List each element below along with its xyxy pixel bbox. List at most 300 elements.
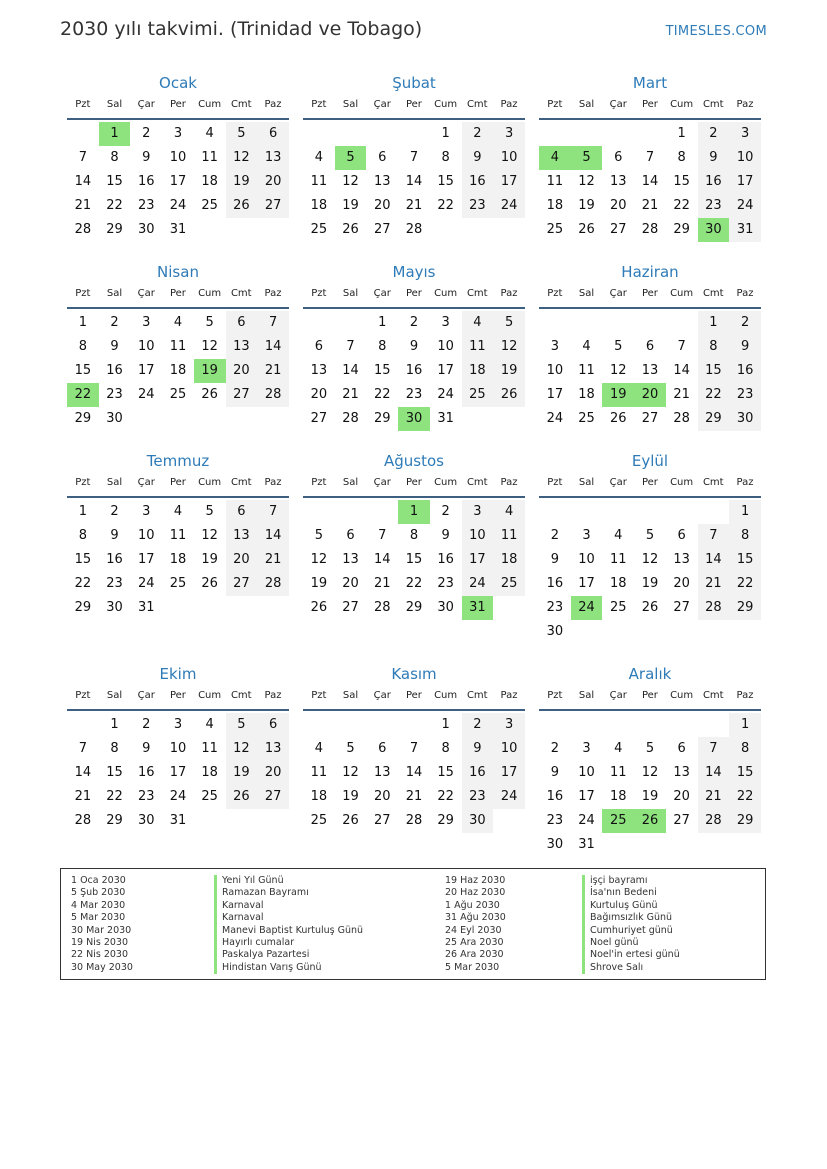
day-cell: 31: [578, 837, 595, 852]
day-cell: 27: [673, 600, 690, 615]
day-cell: 11: [469, 339, 486, 354]
month-10: [67, 663, 289, 857]
day-cell: 13: [609, 174, 627, 189]
day-cell: 2: [740, 315, 750, 330]
legend-dates-1: [71, 875, 133, 974]
weekday-label: Paz: [264, 288, 282, 299]
weekday-label: Sal: [578, 288, 595, 299]
month-name: Ağustos: [384, 452, 444, 470]
day-cell: 18: [469, 363, 486, 378]
month-name: Nisan: [157, 263, 199, 281]
day-cell: 1: [398, 500, 430, 524]
day-cell: 20: [673, 789, 690, 804]
day-cell: 6: [645, 339, 655, 354]
day-cell: 2: [142, 126, 151, 141]
legend-entry: Kurtuluş Günü: [582, 900, 680, 912]
day-cell: 6: [237, 504, 246, 519]
day-cell: 5: [346, 741, 355, 756]
weekday-label: Sal: [342, 690, 359, 701]
weekday-label: Sal: [106, 690, 123, 701]
day-cell: 10: [578, 552, 595, 567]
day-cell: 11: [546, 174, 564, 189]
day-cell: 14: [342, 363, 359, 378]
day-cell: 8: [378, 339, 387, 354]
day-cell: 11: [310, 765, 328, 780]
day-cell: 20: [373, 198, 391, 213]
weekday-label: Per: [641, 690, 658, 701]
day-cell: 16: [405, 363, 423, 378]
day-cell: 4: [504, 504, 514, 519]
day-cell: 17: [578, 789, 595, 804]
day-cell: 27: [264, 198, 282, 213]
day-cell: 7: [346, 339, 355, 354]
day-grid: [539, 713, 761, 857]
day-cell: 22: [736, 576, 754, 591]
day-cell: 23: [736, 387, 754, 402]
weekday-label: Pzt: [311, 99, 327, 110]
day-cell: 3: [173, 717, 183, 732]
day-cell: 30: [106, 411, 123, 426]
day-cell: 11: [169, 339, 187, 354]
day-cell: 5: [205, 315, 214, 330]
day-cell: 23: [546, 813, 564, 828]
day-cell: 21: [705, 789, 722, 804]
weekday-label: Cmt: [702, 288, 724, 299]
day-cell: 12: [609, 363, 627, 378]
day-cell: 21: [373, 576, 391, 591]
weekday-label: Cmt: [230, 690, 252, 701]
day-cell: 18: [169, 552, 187, 567]
day-cell: 30: [736, 411, 754, 426]
day-cell: 21: [641, 198, 659, 213]
day-cell: 6: [677, 528, 686, 543]
weekday-label: Çar: [373, 477, 391, 488]
day-cell: 27: [373, 813, 391, 828]
day-cell: 7: [78, 150, 87, 165]
day-cell: 15: [373, 363, 391, 378]
day-cell: 15: [74, 552, 92, 567]
day-cell: 10: [169, 741, 187, 756]
day-cell: 14: [74, 765, 92, 780]
day-cell: 27: [373, 222, 391, 237]
day-grid: [67, 122, 289, 266]
day-cell: 16: [106, 363, 123, 378]
day-cell: 16: [469, 765, 486, 780]
day-cell: 7: [709, 741, 718, 756]
day-cell: 10: [469, 528, 486, 543]
weekday-header: [67, 472, 289, 498]
day-cell: 21: [673, 387, 690, 402]
day-cell: 20: [233, 552, 250, 567]
day-cell: 28: [342, 411, 359, 426]
day-cell: 29: [736, 813, 754, 828]
day-cell: 20: [233, 363, 250, 378]
day-cell: 25: [169, 387, 187, 402]
day-cell: 10: [437, 339, 454, 354]
day-cell: 15: [437, 765, 454, 780]
day-cell: 26: [578, 222, 595, 237]
day-cell: 27: [609, 222, 627, 237]
day-cell: 2: [709, 126, 718, 141]
weekday-label: Sal: [106, 288, 123, 299]
day-cell: 1: [99, 122, 131, 146]
weekday-label: Paz: [500, 99, 518, 110]
month-name: Eylül: [631, 452, 669, 470]
legend-entry: Shrove Salı: [582, 962, 680, 974]
legend-entry: 26 Ara 2030: [445, 949, 504, 961]
day-cell: 24: [736, 198, 754, 213]
day-cell: 5: [314, 528, 323, 543]
weekday-label: Cmt: [466, 477, 488, 488]
holiday-legend: [60, 868, 766, 980]
day-cell: 19: [641, 789, 659, 804]
day-cell: 3: [441, 315, 450, 330]
day-cell: 12: [500, 339, 518, 354]
day-cell: 22: [106, 789, 123, 804]
legend-entry: İsa'nın Bedeni: [582, 887, 680, 899]
day-cell: 20: [264, 765, 282, 780]
day-cell: 25: [500, 576, 518, 591]
day-cell: 13: [373, 174, 391, 189]
month-name: Kasım: [391, 665, 437, 683]
day-cell: 26: [342, 813, 359, 828]
day-cell: 11: [609, 765, 627, 780]
day-cell: 4: [539, 146, 571, 170]
legend-entry: 30 May 2030: [71, 961, 133, 973]
day-cell: 20: [310, 387, 328, 402]
weekday-label: Pzt: [547, 477, 563, 488]
day-cell: 31: [437, 411, 454, 426]
page-title: 2030 yılı takvimi. (Trinidad ve Tobago): [60, 18, 423, 40]
day-cell: 25: [469, 387, 486, 402]
day-cell: 1: [740, 504, 750, 519]
legend-entry: 24 Eyl 2030: [445, 924, 502, 936]
day-cell: 17: [169, 174, 187, 189]
day-cell: 6: [677, 741, 686, 756]
day-cell: 19: [233, 765, 250, 780]
weekday-header: [303, 685, 525, 711]
day-cell: 14: [641, 174, 659, 189]
weekday-label: Paz: [264, 477, 282, 488]
day-cell: 10: [578, 765, 595, 780]
weekday-header: [539, 685, 761, 711]
legend-entry: Cumhuriyet günü: [582, 925, 680, 937]
day-cell: 1: [441, 717, 450, 732]
day-cell: 19: [500, 363, 518, 378]
day-cell: 12: [233, 741, 250, 756]
day-cell: 26: [310, 600, 328, 615]
weekday-label: Cum: [434, 690, 458, 701]
day-cell: 28: [74, 222, 92, 237]
day-cell: 16: [546, 789, 564, 804]
weekday-label: Per: [405, 99, 422, 110]
day-cell: 3: [142, 504, 151, 519]
weekday-label: Cmt: [702, 99, 724, 110]
day-cell: 12: [233, 150, 250, 165]
month-name: Ekim: [159, 665, 197, 683]
day-cell: 26: [233, 198, 250, 213]
day-cell: 17: [169, 765, 187, 780]
day-cell: 13: [233, 528, 250, 543]
weekday-label: Cmt: [702, 690, 724, 701]
day-grid: [67, 311, 289, 455]
weekday-label: Paz: [500, 690, 518, 701]
day-cell: 19: [201, 552, 218, 567]
day-cell: 29: [106, 222, 123, 237]
weekday-label: Cum: [670, 477, 694, 488]
day-cell: 19: [342, 198, 359, 213]
day-cell: 28: [673, 411, 690, 426]
day-cell: 1: [740, 717, 750, 732]
day-cell: 18: [500, 552, 518, 567]
weekday-label: Paz: [264, 690, 282, 701]
legend-dates-2: [445, 875, 506, 974]
weekday-label: Pzt: [75, 288, 91, 299]
day-cell: 5: [645, 528, 655, 543]
legend-names-1: [214, 875, 363, 974]
day-cell: 27: [310, 411, 328, 426]
legend-entry: Karnaval: [214, 900, 363, 912]
day-cell: 4: [205, 717, 214, 732]
month-name: Mayıs: [392, 263, 436, 281]
day-grid: [539, 311, 761, 455]
day-cell: 23: [137, 789, 155, 804]
day-cell: 17: [546, 387, 564, 402]
weekday-label: Per: [641, 477, 658, 488]
day-cell: 17: [500, 174, 518, 189]
day-cell: 7: [677, 339, 686, 354]
day-cell: 16: [705, 174, 722, 189]
weekday-label: Cum: [198, 99, 222, 110]
brand-logo-link[interactable]: TIMESLES.COM: [665, 24, 767, 39]
day-cell: 30: [137, 813, 155, 828]
day-cell: 22: [74, 576, 92, 591]
day-cell: 29: [405, 600, 423, 615]
day-cell: 2: [142, 717, 151, 732]
day-cell: 8: [78, 339, 87, 354]
day-cell: 24: [437, 387, 454, 402]
day-cell: 22: [673, 198, 690, 213]
day-cell: 30: [698, 218, 730, 242]
day-cell: 23: [106, 576, 123, 591]
day-cell: 14: [74, 174, 92, 189]
day-cell: 27: [641, 411, 659, 426]
weekday-label: Cmt: [466, 99, 488, 110]
day-cell: 21: [405, 789, 423, 804]
day-cell: 31: [169, 222, 187, 237]
day-cell: 8: [709, 339, 718, 354]
weekday-label: Cum: [670, 99, 694, 110]
weekday-label: Pzt: [75, 690, 91, 701]
day-cell: 9: [550, 552, 559, 567]
weekday-label: Per: [405, 690, 422, 701]
day-cell: 2: [409, 315, 419, 330]
legend-entry: 5 Şub 2030: [71, 887, 126, 899]
day-cell: 1: [709, 315, 718, 330]
day-cell: 29: [437, 813, 454, 828]
weekday-label: Sal: [106, 99, 123, 110]
weekday-label: Çar: [609, 690, 627, 701]
day-cell: 9: [110, 528, 119, 543]
day-cell: 11: [201, 741, 218, 756]
day-cell: 17: [137, 363, 155, 378]
day-cell: 12: [641, 765, 659, 780]
day-cell: 29: [74, 411, 92, 426]
day-cell: 31: [137, 600, 155, 615]
day-cell: 2: [550, 528, 559, 543]
legend-entry: Hayırlı cumalar: [214, 937, 363, 949]
day-cell: 11: [500, 528, 518, 543]
day-cell: 3: [740, 126, 750, 141]
weekday-label: Per: [641, 288, 658, 299]
day-cell: 30: [137, 222, 155, 237]
weekday-label: Cum: [670, 288, 694, 299]
legend-entry: 4 Mar 2030: [71, 899, 126, 911]
day-cell: 3: [582, 528, 591, 543]
weekday-label: Çar: [609, 99, 627, 110]
day-cell: 3: [550, 339, 559, 354]
day-cell: 20: [342, 576, 359, 591]
weekday-label: Cum: [198, 288, 222, 299]
legend-entry: Paskalya Pazartesi: [214, 949, 363, 961]
weekday-label: Çar: [373, 99, 391, 110]
day-cell: 8: [110, 150, 119, 165]
day-cell: 25: [201, 789, 218, 804]
weekday-label: Per: [169, 477, 186, 488]
day-cell: 28: [705, 600, 722, 615]
day-cell: 13: [673, 765, 690, 780]
legend-entry: Manevi Baptist Kurtuluş Günü: [214, 925, 363, 937]
day-grid: [303, 500, 525, 644]
day-cell: 26: [342, 222, 359, 237]
weekday-header: [67, 685, 289, 711]
day-cell: 26: [201, 576, 218, 591]
day-cell: 15: [736, 765, 754, 780]
day-cell: 8: [78, 528, 87, 543]
day-cell: 25: [310, 222, 328, 237]
weekday-label: Pzt: [547, 288, 563, 299]
day-grid: [303, 713, 525, 857]
day-cell: 21: [264, 363, 282, 378]
legend-entry: 22 Nis 2030: [71, 949, 128, 961]
day-cell: 4: [173, 315, 183, 330]
legend-entry: Karnaval: [214, 912, 363, 924]
month-7: [67, 450, 289, 644]
day-cell: 21: [74, 789, 92, 804]
day-cell: 22: [373, 387, 391, 402]
legend-names-2: [582, 875, 680, 974]
day-cell: 23: [405, 387, 423, 402]
day-cell: 6: [237, 315, 246, 330]
day-cell: 3: [173, 126, 183, 141]
legend-entry: 19 Nis 2030: [71, 937, 128, 949]
day-cell: 28: [264, 576, 282, 591]
day-cell: 7: [268, 504, 278, 519]
weekday-label: Cum: [198, 477, 222, 488]
day-cell: 8: [409, 528, 419, 543]
day-cell: 20: [264, 174, 282, 189]
day-cell: 22: [106, 198, 123, 213]
day-cell: 17: [437, 363, 454, 378]
day-cell: 25: [546, 222, 564, 237]
day-cell: 12: [201, 339, 218, 354]
day-cell: 1: [78, 315, 87, 330]
day-cell: 4: [173, 504, 183, 519]
day-cell: 14: [673, 363, 690, 378]
weekday-label: Çar: [373, 690, 391, 701]
day-cell: 28: [74, 813, 92, 828]
weekday-label: Sal: [342, 99, 359, 110]
day-cell: 13: [641, 363, 659, 378]
day-cell: 25: [310, 813, 328, 828]
day-cell: 9: [409, 339, 419, 354]
day-cell: 16: [469, 174, 486, 189]
weekday-label: Paz: [264, 99, 282, 110]
day-cell: 21: [264, 552, 282, 567]
day-cell: 24: [169, 198, 187, 213]
weekday-label: Paz: [500, 477, 518, 488]
day-cell: 1: [78, 504, 87, 519]
day-grid: [303, 311, 525, 455]
month-5: [303, 261, 525, 455]
day-cell: 17: [137, 552, 155, 567]
day-cell: 3: [504, 126, 514, 141]
day-cell: 18: [609, 576, 627, 591]
day-cell: 15: [106, 765, 123, 780]
legend-entry: 1 Oca 2030: [71, 875, 126, 886]
legend-entry: 5 Mar 2030: [71, 912, 126, 924]
day-cell: 18: [310, 789, 328, 804]
weekday-header: [303, 472, 525, 498]
legend-entry: Bağımsızlık Günü: [582, 912, 680, 924]
day-cell: 6: [268, 126, 278, 141]
weekday-label: Sal: [342, 288, 359, 299]
day-cell: 28: [705, 813, 722, 828]
day-cell: 31: [736, 222, 754, 237]
day-cell: 10: [137, 339, 155, 354]
weekday-header: [67, 94, 289, 120]
weekday-label: Paz: [736, 477, 754, 488]
weekday-label: Cmt: [230, 477, 252, 488]
day-grid: [303, 122, 525, 266]
day-cell: 17: [578, 576, 595, 591]
legend-entry: 1 Ağu 2030: [445, 899, 500, 911]
day-cell: 15: [74, 363, 92, 378]
day-cell: 19: [578, 198, 595, 213]
day-cell: 24: [469, 576, 486, 591]
day-cell: 23: [705, 198, 722, 213]
day-cell: 20: [373, 789, 391, 804]
day-cell: 1: [441, 126, 450, 141]
legend-entry: 20 Haz 2030: [445, 887, 506, 899]
month-3: [539, 72, 761, 266]
day-cell: 27: [233, 576, 250, 591]
day-cell: 4: [205, 126, 214, 141]
month-1: [67, 72, 289, 266]
day-cell: 18: [609, 789, 627, 804]
day-grid: [67, 500, 289, 644]
day-cell: 15: [673, 174, 690, 189]
month-12: [539, 663, 761, 857]
day-cell: 5: [205, 504, 214, 519]
day-cell: 23: [137, 198, 155, 213]
weekday-label: Cum: [434, 288, 458, 299]
day-cell: 22: [705, 387, 722, 402]
month-4: [67, 261, 289, 455]
day-cell: 6: [268, 717, 278, 732]
day-cell: 5: [645, 741, 655, 756]
weekday-label: Çar: [137, 690, 155, 701]
